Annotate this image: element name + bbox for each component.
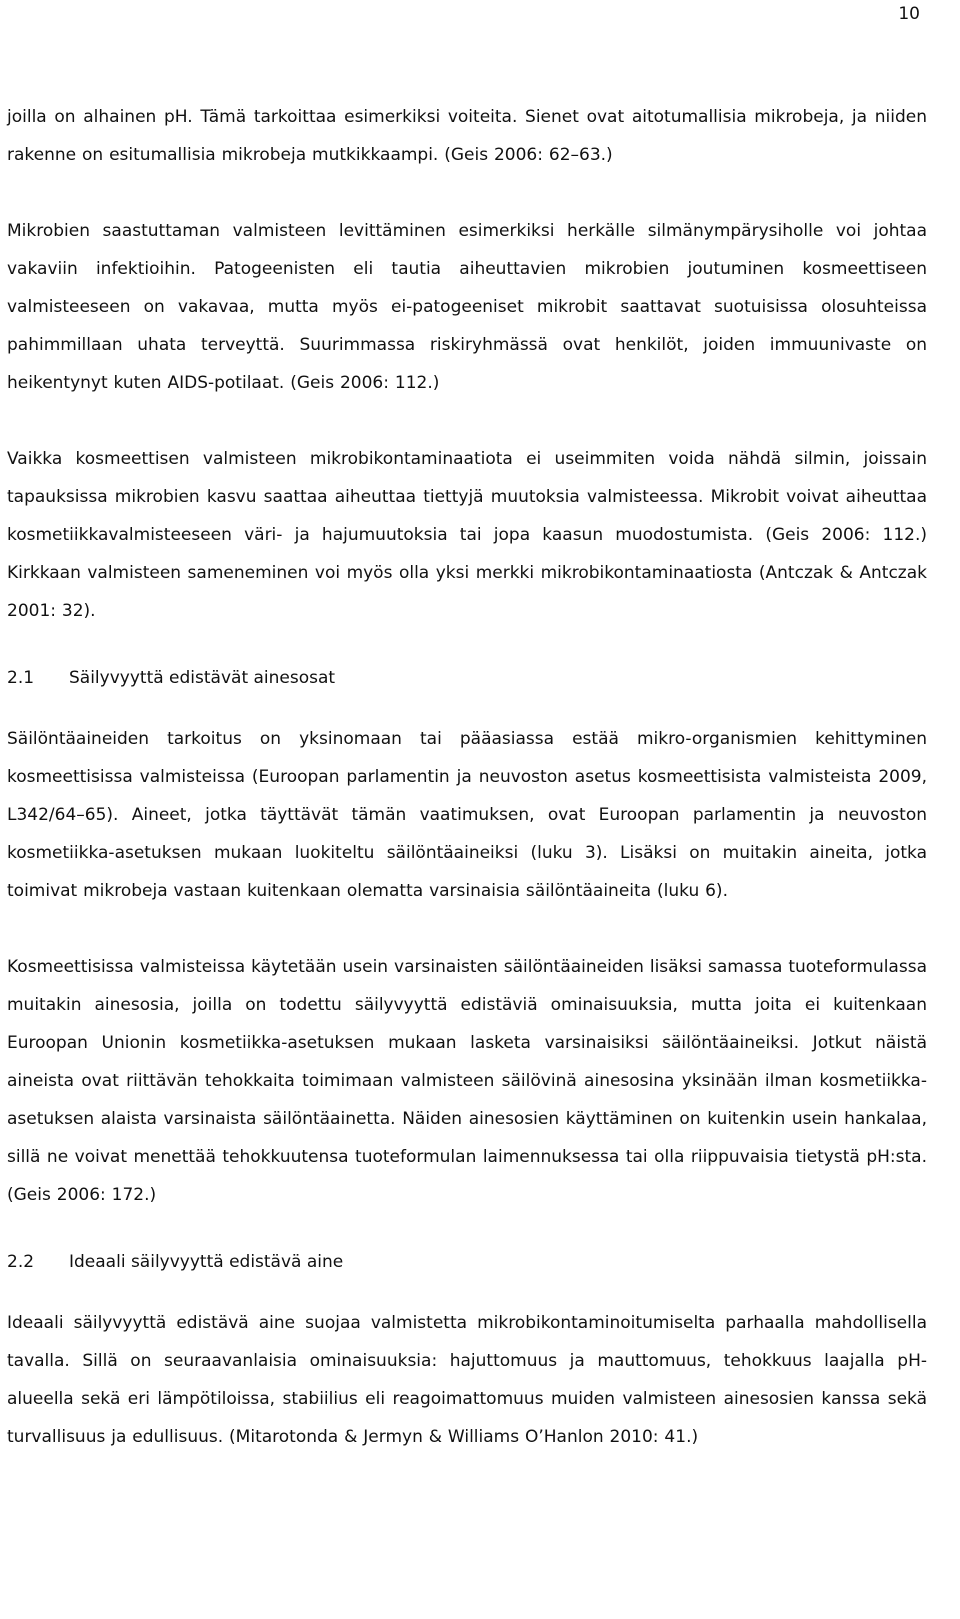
paragraph-6: Ideaali säilyvyyttä edistävä aine suojaa valmistetta mikrobikontaminoitumiselta parhaalla mahdollisella tavalla. Sillä on seuraavanlaisia ominaisuuksia: hajuttomuus ja mauttomuus, tehokkuus laajalla pH-alueella sekä eri lämpötiloissa, stabiilius eli reagoimattomuus muiden valmisteen ainesosien kanssa sekä turvallisuus ja edullisuus. (Mitarotonda & Jermyn & Williams O’Hanlon 2010: 41.)	[7, 1313, 927, 1447]
paragraph-gap	[7, 402, 927, 440]
section-number: 2.1	[7, 668, 35, 688]
paragraph-1: joilla on alhainen pH. Tämä tarkoittaa esimerkiksi voiteita. Sienet ovat aitotumallisia mikrobeja, ja niiden rakenne on esitumallisia mikrobeja mutkikkaampi. (Geis 2006: 62–63.)	[7, 107, 927, 165]
paragraph-3: Vaikka kosmeettisen valmisteen mikrobikontaminaatiota ei useimmiten voida nähdä silmin, joissain tapauksissa mikrobien kasvu saattaa aiheuttaa tiettyjä muutoksia valmisteessa. Mikrobit voivat aiheuttaa kosmetiikkavalmisteeseen väri- ja hajumuutoksia tai jopa kaasun muodostumista. (Geis 2006: 112.) Kirkkaan valmisteen sameneminen voi myös olla yksi merkki mikrobikontaminaatiosta (Antczak & Antczak 2001: 32).	[7, 449, 927, 621]
heading-gap	[7, 630, 927, 662]
paragraph-4: Säilöntäaineiden tarkoitus on yksinomaan tai pääasiassa estää mikro-organismien kehittyminen kosmeettisissa valmisteissa (Euroopan parlamentin ja neuvoston asetus kosmeettisista valmisteista 2009, L342/64–65). Aineet, jotka täyttävät tämän vaatimuksen, ovat Euroopan parlamentin ja neuvoston kosmetiikka-asetuksen mukaan luokiteltu säilöntäaineiksi (luku 3). Lisäksi on muitakin aineita, jotka toimivat mikrobeja vastaan kuitenkaan olematta varsinaisia säilöntäaineita (luku 6).	[7, 729, 927, 901]
paragraph-gap	[7, 910, 927, 948]
section-number: 2.2	[7, 1252, 35, 1272]
heading-gap	[7, 694, 927, 720]
section-title: Ideaali säilyvyyttä edistävä aine	[69, 1252, 344, 1272]
paragraph-gap	[7, 174, 927, 212]
page-number: 10	[898, 4, 920, 24]
heading-gap	[7, 1214, 927, 1246]
paragraph-5: Kosmeettisissa valmisteissa käytetään usein varsinaisten säilöntäaineiden lisäksi samassa tuoteformulassa muitakin ainesosia, joilla on todettu säilyvyyttä edistäviä ominaisuuksia, mutta joita ei kuitenkaan Euroopan Unionin kosmetiikka-asetuksen mukaan lasketa varsinaisiksi säilöntäaineiksi. Jotkut näistä aineista ovat riittävän tehokkaita toimimaan valmisteen säilövinä ainesosina yksinään ilman kosmetiikka-asetuksen alaista varsinaista säilöntäainetta. Näiden ainesosien käyttäminen on kuitenkin usein hankalaa, sillä ne voivat menettää tehokkuutensa tuoteformulan laimennuksessa tai olla riippuvaisia tietystä pH:sta. (Geis 2006: 172.)	[7, 957, 927, 1205]
section-heading-2-1	[7, 662, 927, 694]
section-heading-2-2	[7, 1246, 927, 1278]
paragraph-2: Mikrobien saastuttaman valmisteen levittäminen esimerkiksi herkälle silmänympärysiholle voi johtaa vakaviin infektioihin. Patogeenisten eli tautia aiheuttavien mikrobien joutuminen kosmeettiseen valmisteeseen on vakavaa, mutta myös ei-patogeeniset mikrobit saattavat suotuisissa olosuhteissa pahimmillaan uhata terveyttä. Suurimmassa riskiryhmässä ovat henkilöt, joiden immuunivaste on heikentynyt kuten AIDS-potilaat. (Geis 2006: 112.)	[7, 221, 927, 393]
section-title: Säilyvyyttä edistävät ainesosat	[69, 668, 336, 688]
document-body	[7, 98, 927, 1456]
heading-gap	[7, 1278, 927, 1304]
